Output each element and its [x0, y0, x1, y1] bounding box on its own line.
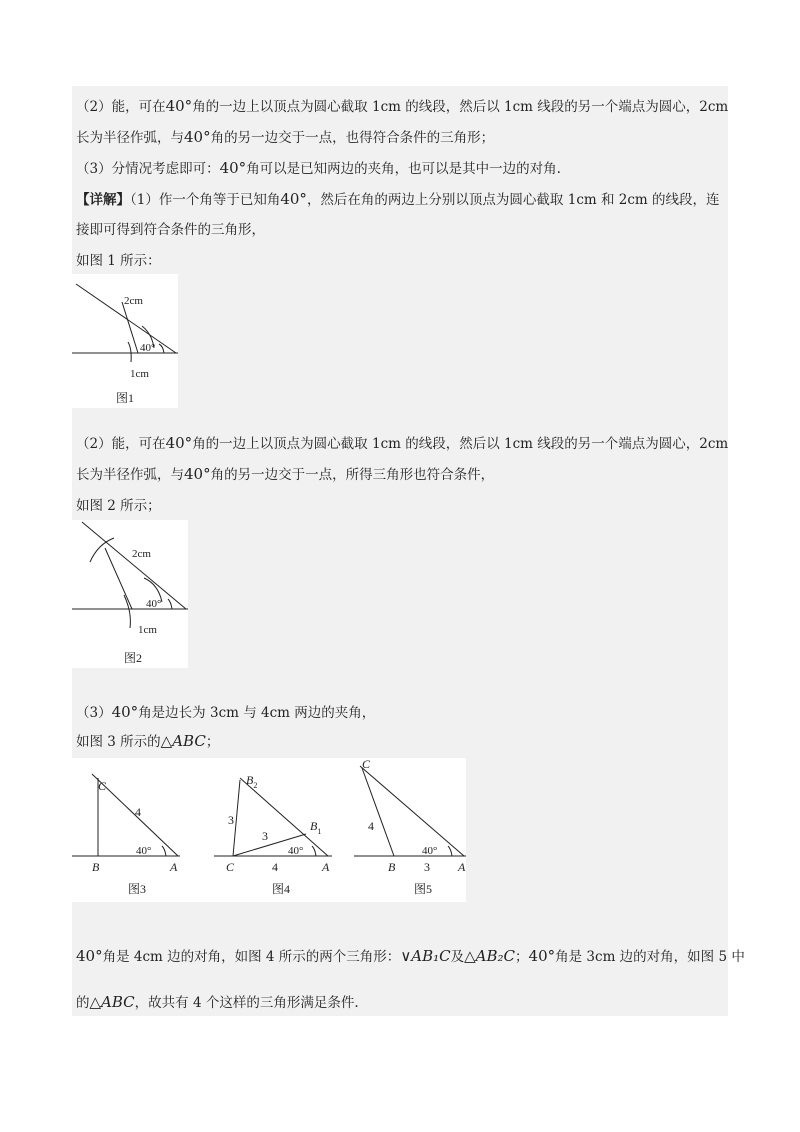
- detail-label: 【详解】: [76, 192, 130, 208]
- figures-3-4-5: [72, 758, 466, 902]
- fig2-label-1cm: 1cm: [138, 624, 157, 636]
- fig4-label-b2: $B_2$: [246, 773, 258, 790]
- fig1-label-1cm: 1cm: [130, 368, 149, 380]
- fig1-caption: 图1: [116, 391, 135, 405]
- fig5-label-side-cb: 4: [368, 819, 374, 833]
- fig2-label-2cm: 2cm: [132, 548, 151, 560]
- fig2-arc-bottom: [124, 595, 130, 628]
- fig3-label-angle: 40°: [136, 845, 152, 857]
- part3-summary-line: （3）分情况考虑即可：40°角可以是已知两边的夹角，也可以是其中一边的对角.: [76, 159, 561, 177]
- fig4-label-side-b2c: 3: [228, 813, 234, 827]
- angle-symbol: 40°: [184, 465, 211, 483]
- fig4-angle-arc: [312, 846, 316, 856]
- fig3-label-c: C: [98, 779, 107, 793]
- figure-1: [72, 274, 178, 408]
- fig5-label-side-ba: 3: [424, 860, 430, 874]
- angle-symbol: 40°: [219, 159, 247, 177]
- fig4-label-a: A: [322, 860, 330, 874]
- fig2-arc-top: [90, 538, 114, 562]
- fig3-label-b: B: [92, 860, 100, 874]
- fig5-caption: 图5: [414, 882, 433, 896]
- angle-symbol: 40°: [165, 434, 193, 452]
- fig5-side-ca: [360, 766, 464, 856]
- fig5-label-b: B: [388, 860, 396, 874]
- figure-2: [72, 520, 188, 668]
- fig2-angle-ray: [82, 522, 186, 609]
- triangle-ab2c: △AB₂C: [464, 947, 516, 965]
- angle-symbol: 40°: [280, 190, 307, 208]
- fig5-label-angle: 40°: [422, 845, 438, 857]
- fig1-arc-bottom: [128, 342, 131, 362]
- conclusion-line1: 40°角是 4cm 边的对角，如图 4 所示的两个三角形：∨AB₁C及△AB₂C；40°角是 3cm 边的对角，如图 5 中: [76, 947, 745, 965]
- triangle-ab1c: ∨AB₁C: [400, 947, 451, 965]
- fig3-intro: 如图 3 所示的△ABC；: [76, 732, 220, 750]
- fig2-label-angle: 40°: [146, 598, 162, 610]
- angle-symbol: 40°: [111, 703, 139, 721]
- angle-symbol: 40°: [165, 97, 193, 115]
- fig3-label-a: A: [170, 860, 178, 874]
- fig5-label-a: A: [458, 860, 466, 874]
- detail-line2: 接即可得到符合条件的三角形，: [76, 222, 265, 238]
- fig1-label-2cm: 2cm: [124, 295, 143, 307]
- part2-summary-line1: （2）能，可在40°角的一边上以顶点为圆心截取 1cm 的线段，然后以 1cm 线段的另一个端点为圆心，2cm: [76, 97, 729, 115]
- conclusion-line2: 的△ABC，故共有 4 个这样的三角形满足条件.: [76, 993, 359, 1011]
- fig4-side-b2c: [233, 780, 240, 856]
- fig2-angle-arc: [168, 599, 172, 609]
- part2-line1: （2）能，可在40°角的一边上以顶点为圆心截取 1cm 的线段，然后以 1cm 线段的另一个端点为圆心，2cm: [76, 434, 729, 452]
- triangle-abc-5: △ABC: [89, 993, 135, 1011]
- fig3-angle-arc: [162, 846, 166, 856]
- fig1-label-angle: 40°: [140, 342, 156, 354]
- fig5-label-c: C: [362, 758, 371, 771]
- fig5-angle-arc: [448, 846, 452, 856]
- fig4-label-b1: $B_1$: [310, 819, 322, 836]
- angle-symbol: 40°: [528, 947, 556, 965]
- fig1-intro: 如图 1 所示：: [76, 253, 161, 269]
- fig4-label-angle: 40°: [288, 845, 304, 857]
- figure-3: [72, 774, 180, 896]
- triangle-abc: △ABC: [160, 732, 206, 750]
- part3-line1: （3）40°角是边长为 3cm 与 4cm 两边的夹角，: [76, 703, 376, 721]
- angle-symbol: 40°: [184, 128, 211, 146]
- fig2-side-2cm: [105, 548, 132, 609]
- figure-4: [214, 773, 332, 896]
- fig2-intro: 如图 2 所示；: [76, 498, 161, 514]
- fig4-label-side-b1c: 3: [262, 829, 268, 843]
- fig3-caption: 图3: [128, 882, 147, 896]
- fig1-angle-arc: [159, 344, 164, 353]
- fig4-caption: 图4: [272, 882, 291, 896]
- fig4-label-c: C: [226, 860, 235, 874]
- fig2-caption: 图2: [124, 651, 143, 665]
- figure-5: [354, 758, 466, 896]
- angle-symbol: 40°: [76, 947, 103, 965]
- part2-line2: 长为半径作弧，与40°角的另一边交于一点，所得三角形也符合条件，: [76, 465, 495, 483]
- fig3-label-side: 4: [135, 805, 141, 819]
- detail-line1: 【详解】（1）作一个角等于已知角40°，然后在角的两边上分别以顶点为圆心截取 1cm 和 2cm 的线段，连: [76, 190, 720, 208]
- fig4-label-side-ca: 4: [272, 860, 278, 874]
- part2-summary-line2: 长为半径作弧，与40°角的另一边交于一点，也得符合条件的三角形；: [76, 128, 495, 146]
